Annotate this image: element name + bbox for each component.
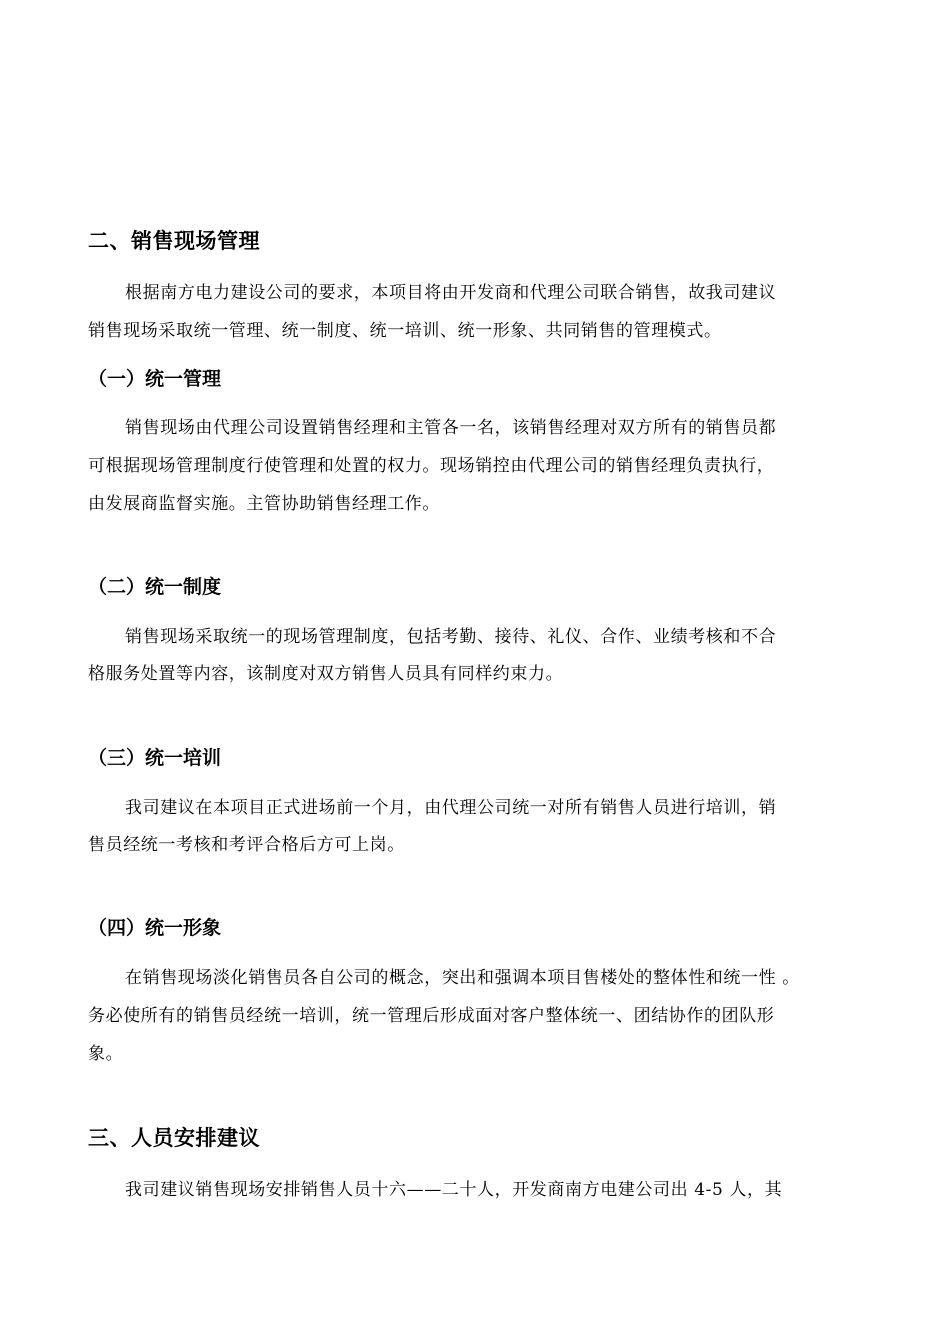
paragraph-line: 售员经统一考核和考评合格后方可上岗。: [88, 835, 405, 855]
paragraph-line: 在销售现场淡化销售员各自公司的概念，突出和强调本项目售楼处的整体性和统一性 。: [125, 968, 800, 988]
section-intro-line-1: 根据南方电力建设公司的要求，本项目将由开发商和代理公司联合销售，故我司建议: [125, 283, 777, 303]
section-heading-staffing-recommendation: 三、人员安排建议: [88, 1126, 260, 1150]
paragraph-line: 由发展商监督实施。主管协助销售经理工作。: [88, 494, 440, 514]
section-heading-sales-site-management: 二、销售现场管理: [88, 229, 260, 253]
subsection-heading-unified-system: （二）统一制度: [88, 576, 222, 598]
paragraph-line: 格服务处置等内容，该制度对双方销售人员具有同样约束力。: [88, 664, 564, 684]
paragraph-line: 销售现场采取统一的现场管理制度，包括考勤、接待、礼仪、合作、业绩考核和不合: [125, 627, 777, 647]
subsection-heading-unified-management: （一）统一管理: [88, 368, 222, 390]
paragraph-line: 销售现场由代理公司设置销售经理和主管各一名，该销售经理对双方所有的销售员都: [125, 418, 777, 438]
paragraph-line: 象。: [88, 1044, 124, 1064]
paragraph-line: 我司建议在本项目正式进场前一个月，由代理公司统一对所有销售人员进行培训，销: [125, 798, 777, 818]
subsection-heading-unified-image: （四）统一形象: [88, 917, 222, 939]
section-intro-line-2: 销售现场采取统一管理、统一制度、统一培训、统一形象、共同销售的管理模式。: [88, 321, 722, 341]
section-intro-line-1: 我司建议销售现场安排销售人员十六——二十人，开发商南方电建公司出 4-5 人，其: [125, 1180, 783, 1200]
paragraph-line: 务必使所有的销售员经统一培训，统一管理后形成面对客户整体统一、团结协作的团队形: [88, 1006, 775, 1026]
paragraph-line: 可根据现场管理制度行使管理和处置的权力。现场销控由代理公司的销售经理负责执行，: [88, 456, 775, 476]
subsection-heading-unified-training: （三）统一培训: [88, 747, 222, 769]
